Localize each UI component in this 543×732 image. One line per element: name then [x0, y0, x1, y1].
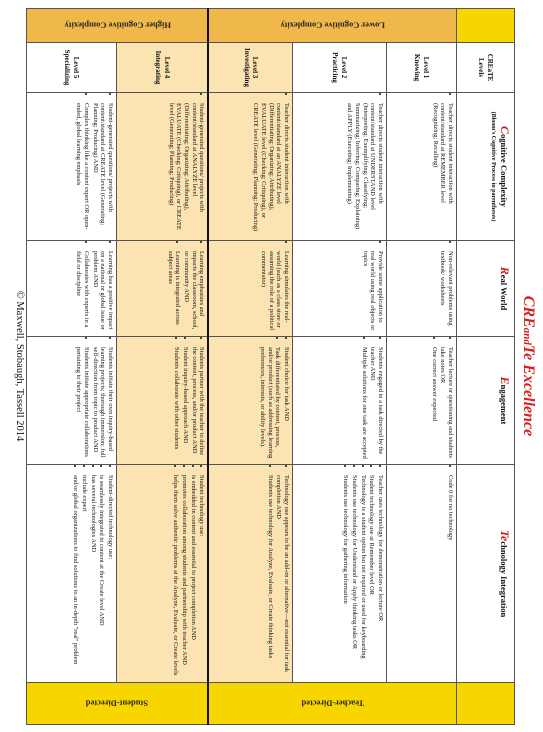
engagement-initial: E: [498, 376, 512, 385]
realworld-cell: • Non-relevant problems using textbook/ worksheets: [387, 241, 457, 337]
cognitive-rest: ognitive Complexity: [499, 134, 509, 207]
technology-cell: • Student-directed technology use: • is seamlessly integrated in content at the Create level AND • has several technologies AND • include expert • and/or global organizations to find solutions to an in-depth "real" problem: [27, 465, 117, 683]
engagement-cell: • Student choice for task AND • Task differentiated by content, process, and/or product (such as addressing learning preferences, interests, or ability levels).: [209, 337, 293, 465]
table-row: [209, 9, 293, 725]
technology-rest: chnology Integration: [499, 541, 509, 618]
col-header-realworld: [457, 241, 515, 337]
technology-cell: • Code 0 for no technology: [387, 465, 457, 683]
band-lower-complexity: Lower Cognitive Complexity: [209, 9, 457, 43]
technology-initial: Te: [498, 529, 512, 542]
cognitive-cell: • Teacher directs student interaction with content/standard at UNDERSTAND level (Interpreting; Exemplifying; Classifying; Summarizing; Inferring; Comparing; Explaining) and APPLY (Executing; Implementing): [293, 93, 387, 241]
corner-cell: [457, 9, 515, 43]
cognitive-cell: • Teacher directs student interaction with content/standard at an ANALYZE level (Differentiating; Organizing; Attributing), EVALUATE level (Checking; Critiquing), or CREATE level (Generating; Planning; Producing): [209, 93, 293, 241]
col-header-cognitive: [457, 93, 515, 241]
realworld-rest: eal World: [499, 274, 509, 311]
copyright-credit: © Maxwell, Stobaugh, Tassell 2014: [14, 290, 25, 442]
title-part-1: CRE: [520, 295, 537, 328]
title-part-3: Te Excellence: [520, 344, 537, 437]
realworld-cell: • Learning emphasizes and impacts the classroom, school, or community AND • Learning is integrated across subject areas: [117, 241, 209, 337]
cognitive-cell: • Student-generated questions/ projects with content/standard at ANALYZE level (Differentiating; Organizing; Attributing), EVALUATE (Checking; Critiquing), or CREATE level (Generating; Planning; Producing): [117, 93, 209, 241]
level-cell: Level 3 Investigating: [209, 43, 293, 93]
realworld-cell: • Learning has a positive impact on a national or global issue or problem AND • Collaborates with experts in a field or discipline: [27, 241, 117, 337]
band-student-directed: Student-Directed: [27, 683, 209, 725]
level-cell: Level 2 Practicing: [293, 43, 387, 93]
cognitive-cell: • Teacher directs student interaction with content/standard at REMEMBER level (Recognizing; Recalling): [387, 93, 457, 241]
header-row: [457, 9, 515, 725]
cognitive-initial: C: [498, 126, 512, 135]
table-row: [387, 9, 457, 725]
table-row: [117, 9, 209, 725]
engagement-cell: • Teacher lecture or questioning and students take notes OR • One correct answer expected: [387, 337, 457, 465]
technology-cell: • Student technology use: • is embedded in content and essential to project completion AND • promotes collaboration among students and partnership with teacher AND • helps them solve authentic problems at the Analyze, Evaluate, or Create levels: [117, 465, 209, 683]
technology-cell: • Teacher uses technology for demonstration or lecture OR • Student technology use at Remember level OR • Technology is a student option but not required or used for keyboarding • Students use technology for Understand or Apply thinking tasks OR • Students use technology for gathering information: [293, 465, 387, 683]
table-row: [27, 9, 117, 725]
col-header-engagement: [457, 337, 515, 465]
engagement-cell: • Students engaged in a task directed by the teacher AND • Multiple solutions for one task are accepted: [293, 337, 387, 465]
level-cell: Level 5 Specializing: [27, 43, 117, 93]
cognitive-sub: (Bloom's Cognitive Process in parentheses): [489, 111, 496, 222]
cognitive-cell: • Student-generated questions/ projects with content/standard at CREATE level (Generating; Planning; Producing) AND • Complex thinking like a content expert OR open-ended, global learning emphasis: [27, 93, 117, 241]
col-header-technology: [457, 465, 515, 683]
level-cell: Level 1 Knowing: [387, 43, 457, 93]
band-teacher-directed: Teacher-Directed: [209, 683, 457, 725]
crete-rubric-table: [26, 8, 515, 725]
table-row: [293, 9, 387, 725]
title-part-2: and: [521, 327, 533, 345]
corner-cell-right: [457, 683, 515, 725]
page-title: [515, 8, 537, 724]
level-cell: Level 4 Integrating: [117, 43, 209, 93]
col-header-levels: CREaTE Levels: [457, 43, 515, 93]
realworld-cell: • Learning simulates the real-world (such as a class store or assuming the role of a political commentator): [209, 241, 293, 337]
realworld-initial: R: [498, 266, 512, 275]
engagement-cell: • Students initiate their own inquiry-based learning projects; thorough immersion; full self-direction from topic to product AND • Students initiate appropriate collaborations pertaining to their project: [27, 337, 117, 465]
engagement-cell: • Students partner with the teacher to define the content, process, and/or product AND • Student inquiry-based approach AND • Students collaborate with other students: [117, 337, 209, 465]
technology-cell: • Technology use appears to be an add-on or alternative—not essential for task completion AND • Students use technology for Analyze, Evaluate, or Create thinking tasks: [209, 465, 293, 683]
realworld-cell: • Provide some application to real world using real objects or topics: [293, 241, 387, 337]
document-sheet: [6, 8, 537, 724]
band-higher-complexity: Higher Cognitive Complexity: [27, 9, 209, 43]
engagement-rest: ngagement: [499, 384, 509, 425]
